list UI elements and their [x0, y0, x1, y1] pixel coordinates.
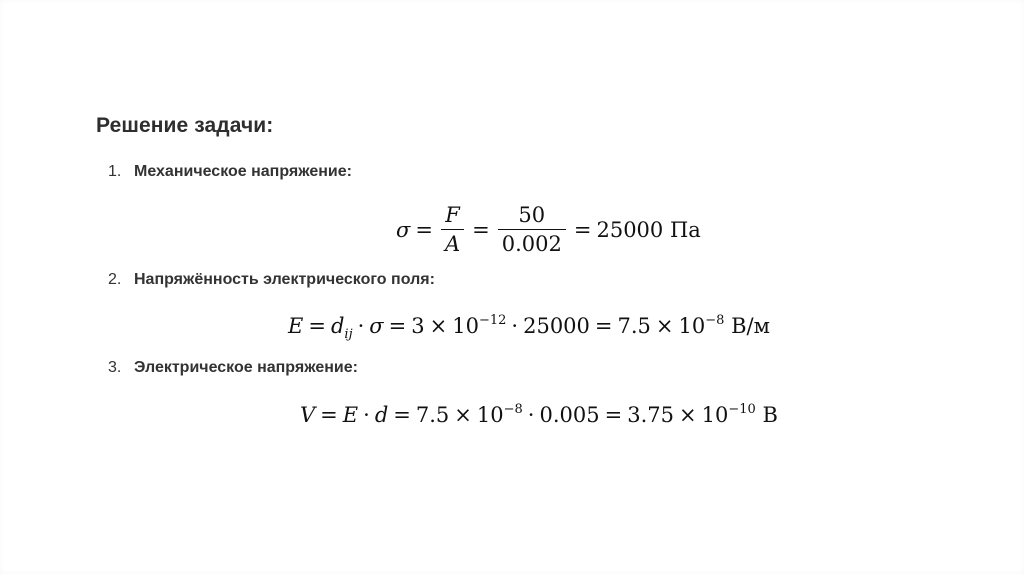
math-unit: В/м	[731, 314, 770, 338]
fraction-force-area	[441, 205, 464, 255]
math-times: ×	[678, 403, 697, 427]
math-equals: =	[320, 403, 338, 427]
list-item-label: Электрическое напряжение:	[134, 359, 358, 376]
math-exponent: −8	[705, 313, 725, 328]
list-item-voltage	[108, 359, 358, 377]
math-unit: Па	[669, 217, 701, 242]
equation-stress	[396, 205, 701, 255]
math-dot: ·	[357, 314, 365, 338]
math-coefficient: 7.5	[415, 403, 450, 427]
math-exponent: −8	[503, 402, 523, 417]
math-symbol-sigma: σ	[369, 314, 384, 338]
math-dot: ·	[527, 403, 535, 427]
fraction-denominator: A	[441, 229, 464, 255]
fraction-values	[498, 205, 566, 255]
math-symbol-v: V	[300, 403, 316, 427]
math-ten: 10	[476, 403, 504, 427]
list-item-number: 1.	[108, 163, 122, 180]
math-times: ×	[429, 314, 448, 338]
math-equals: =	[594, 314, 613, 338]
math-coefficient: 3	[411, 314, 425, 338]
math-result-coefficient: 7.5	[617, 314, 651, 338]
math-symbol-e: E	[288, 314, 304, 338]
list-item-label: Механическое напряжение:	[134, 163, 352, 180]
math-equals: =	[573, 217, 592, 242]
fraction-numerator: 50	[518, 203, 546, 227]
math-symbol-d: d	[374, 403, 389, 427]
math-equals: =	[308, 314, 326, 338]
math-value: 25000	[523, 314, 590, 338]
math-dot: ·	[363, 403, 370, 427]
math-result: 25000	[596, 217, 664, 242]
math-value: 0.005	[539, 403, 600, 427]
math-times: ×	[454, 403, 472, 427]
math-exponent: −12	[478, 313, 507, 328]
list-item-number: 2.	[108, 271, 122, 288]
list-item-number: 3.	[108, 359, 122, 376]
fraction-denominator: 0.002	[498, 229, 566, 255]
list-item-label: Напряжённость электрического поля:	[134, 271, 435, 288]
math-exponent: −10	[728, 402, 756, 417]
math-ten: 10	[678, 314, 706, 338]
page-title: Решение задачи:	[96, 114, 274, 137]
math-ten: 10	[452, 314, 479, 338]
list-item-electric-field	[108, 271, 435, 289]
math-equals: =	[415, 217, 433, 242]
math-symbol-e: E	[342, 403, 359, 427]
math-equals: =	[388, 314, 407, 338]
math-ten: 10	[701, 403, 729, 427]
equation-field-strength	[288, 313, 770, 342]
fraction-numerator: F	[445, 203, 460, 227]
list-item-mechanical-stress	[108, 163, 352, 181]
math-unit: В	[762, 403, 778, 427]
math-equals: =	[393, 403, 411, 427]
math-symbol-sigma: σ	[396, 217, 411, 242]
math-result-coefficient: 3.75	[627, 403, 674, 427]
math-times: ×	[655, 314, 674, 338]
math-equals: =	[604, 403, 623, 427]
equation-voltage	[300, 402, 778, 427]
math-subscript: ij	[344, 327, 353, 342]
math-equals: =	[472, 217, 490, 242]
math-symbol-d: d	[330, 314, 345, 338]
math-dot: ·	[511, 314, 519, 338]
